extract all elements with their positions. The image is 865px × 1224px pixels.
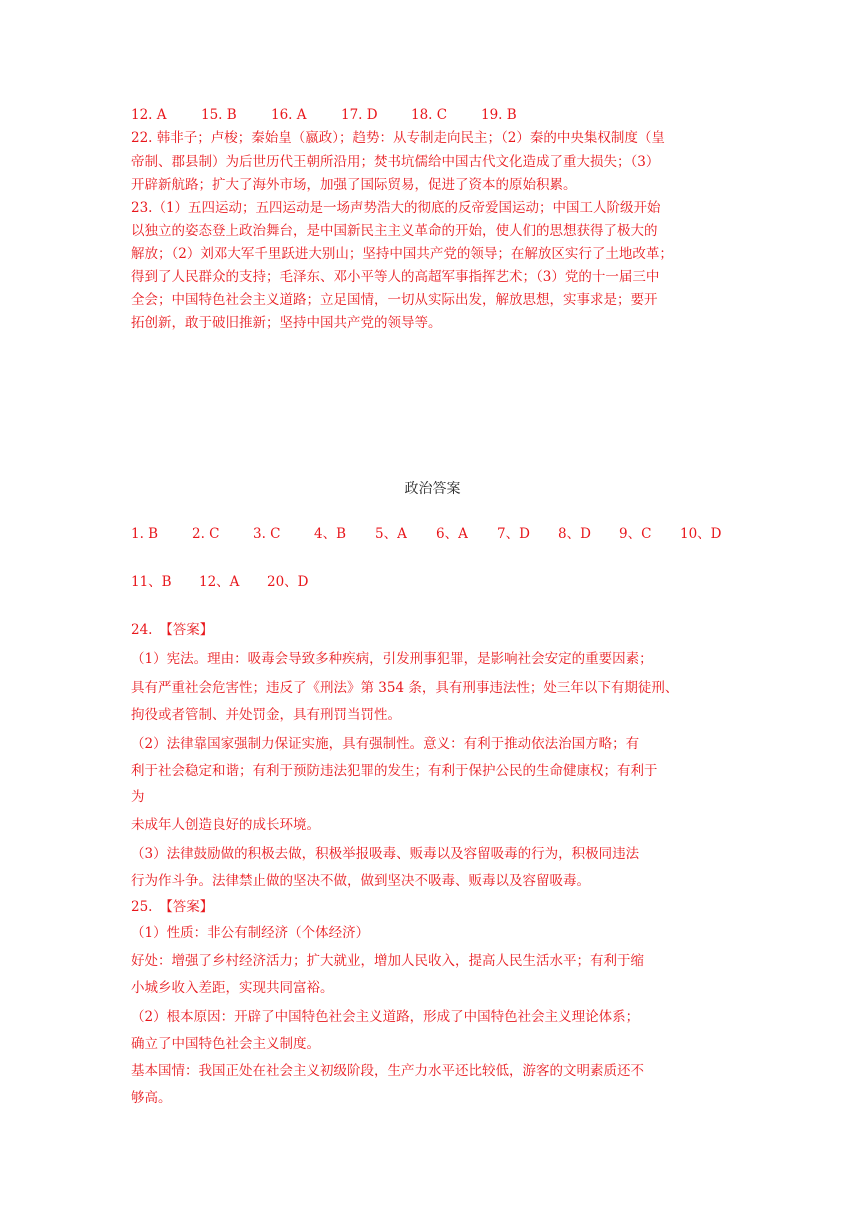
choice-answer: 1. B <box>131 526 159 542</box>
q24-line: 具有严重社会危害性；违反了《刑法》第 354 条，具有刑事违法性；处三年以下有期徒刑、 <box>131 680 679 696</box>
q25-line: 基本国情：我国正处在社会主义初级阶段，生产力水平还比较低，游客的文明素质还不 <box>131 1063 644 1079</box>
q23-line: 得到了人民群众的支持；毛泽东、邓小平等人的高超军事指挥艺术；（3）党的十一届三中 <box>131 269 660 285</box>
q25-line: （2）根本原因：开辟了中国特色社会主义道路，形成了中国特色社会主义理论体系； <box>131 1009 640 1025</box>
choice-answer: 11、B <box>131 574 172 590</box>
q23-line: 23.（1）五四运动；五四运动是一场声势浩大的彻底的反帝爱国运动；中国工人阶级开始 <box>131 200 661 216</box>
choice-answer: 7、D <box>497 526 530 542</box>
choice-answer: 10、D <box>680 526 722 542</box>
choice-answer: 4、B <box>314 526 347 542</box>
q23-line: 解放；（2）刘邓大军千里跃进大别山；坚持中国共产党的领导；在解放区实行了土地改革； <box>131 246 673 262</box>
choice-answer: 20、D <box>267 574 309 590</box>
choice-answer: 8、D <box>558 526 591 542</box>
choice-answer: 19. B <box>481 107 517 123</box>
choice-answer: 3. C <box>253 526 281 542</box>
q23-line: 以独立的姿态登上政治舞台，是中国新民主主义革命的开始，使人们的思想获得了极大的 <box>131 223 658 239</box>
q24-line: 拘役或者管制、并处罚金，具有刑罚当罚性。 <box>131 707 401 723</box>
choice-answer: 15. B <box>201 107 237 123</box>
q25-line: 好处：增强了乡村经济活力；扩大就业，增加人民收入，提高人民生活水平；有利于缩 <box>131 953 644 969</box>
q25-line: 确立了中国特色社会主义制度。 <box>131 1036 320 1052</box>
q25-line: 够高。 <box>131 1090 172 1106</box>
politics-choice-row-2 <box>131 571 309 594</box>
q24-line: （3）法律鼓励做的积极去做，积极举报吸毒、贩毒以及容留吸毒的行为，积极同违法 <box>131 846 640 862</box>
q23-line: 全会；中国特色社会主义道路；立足国情，一切从实际出发，解放思想，实事求是；要开 <box>131 292 658 308</box>
politics-title: 政治答案 <box>404 481 461 497</box>
choice-answer: 6、A <box>436 526 468 542</box>
q25-header: 25. 【答案】 <box>131 899 214 915</box>
q25-line: 小城乡收入差距，实现共同富裕。 <box>131 980 334 996</box>
choice-answer: 16. A <box>271 107 307 123</box>
choice-answer: 17. D <box>341 107 378 123</box>
q23-line: 拓创新，敢于破旧推新；坚持中国共产党的领导等。 <box>131 315 442 331</box>
q22-line: 开辟新航路；扩大了海外市场，加强了国际贸易，促进了资本的原始积累。 <box>131 177 577 193</box>
q22-line: 22. 韩非子；卢梭；秦始皇（嬴政）；趋势：从专制走向民主；（2）秦的中央集权制度（皇 <box>131 130 665 146</box>
choice-answer: 12. A <box>131 107 167 123</box>
q24-line: 利于社会稳定和谐；有利于预防违法犯罪的发生；有利于保护公民的生命健康权；有利于 <box>131 763 658 779</box>
choice-answer: 5、A <box>375 526 407 542</box>
choice-answer: 18. C <box>411 107 448 123</box>
politics-choice-row-1 <box>131 523 722 546</box>
q24-header: 24. 【答案】 <box>131 622 214 638</box>
choice-answer: 9、C <box>619 526 652 542</box>
choice-answer: 12、A <box>199 574 240 590</box>
q22-line: 帝制、郡县制）为后世历代王朝所沿用；焚书坑儒给中国古代文化造成了重大损失；（3） <box>131 154 660 170</box>
q25-line: （1）性质：非公有制经济（个体经济） <box>131 925 370 941</box>
q24-line: 为 <box>131 789 145 805</box>
q24-line: 行为作斗争。法律禁止做的坚决不做，做到坚决不吸毒、贩毒以及容留吸毒。 <box>131 873 590 889</box>
q24-line: （1）宪法。理由：吸毒会导致多种疾病，引发刑事犯罪，是影响社会安定的重要因素； <box>131 651 653 667</box>
q24-line: 未成年人创造良好的成长环境。 <box>131 817 320 833</box>
choice-answer: 2. C <box>192 526 220 542</box>
q24-line: （2）法律靠国家强制力保证实施，具有强制性。意义：有利于推动依法治国方略；有 <box>131 736 640 752</box>
history-choice-row <box>131 104 517 127</box>
